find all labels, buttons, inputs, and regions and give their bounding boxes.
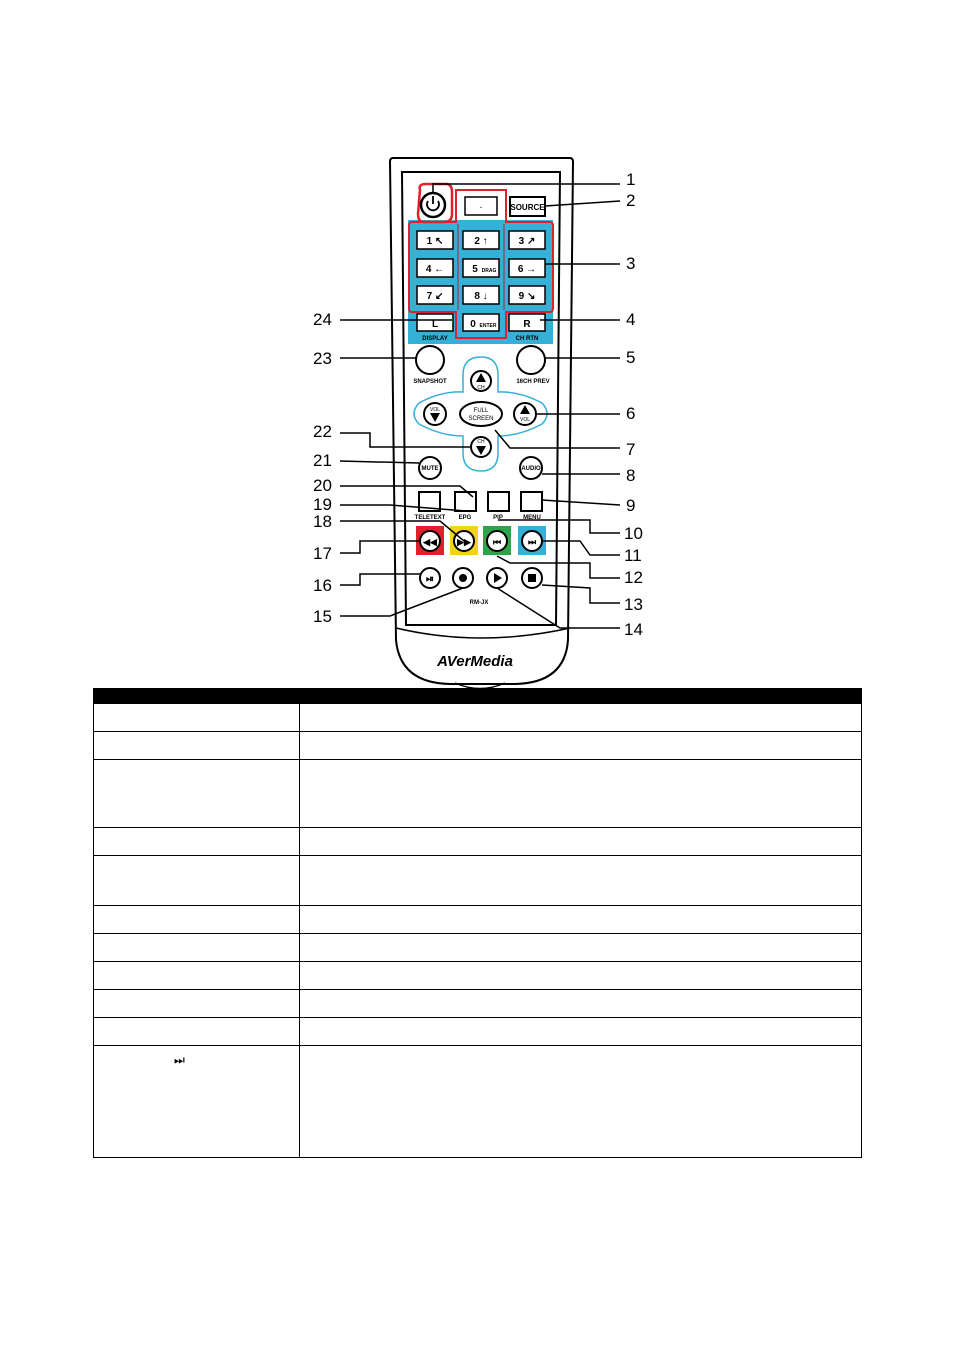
table-row <box>94 906 862 934</box>
16ch-prev-button[interactable] <box>517 346 545 374</box>
callout-number: 1 <box>626 170 636 189</box>
table-row <box>94 934 862 962</box>
callout-number: 20 <box>313 476 332 495</box>
key-0-label: 0 <box>470 319 476 330</box>
display-label: DISPLAY <box>422 336 448 342</box>
key-0-enter-label: ENTER <box>479 323 497 329</box>
table-cell-description <box>300 906 862 934</box>
pip-button[interactable] <box>488 492 509 511</box>
callout-number: 15 <box>313 607 332 626</box>
callout-number: 17 <box>313 544 332 563</box>
table-cell-description <box>300 1018 862 1046</box>
table-cell-description <box>300 856 862 906</box>
table-row <box>94 732 862 760</box>
table-row <box>94 856 862 906</box>
callout-number: 10 <box>624 524 643 543</box>
16ch-prev-label: 16CH PREV <box>516 379 550 385</box>
fast-forward-icon: ▶▶ <box>457 537 471 547</box>
next-icon: ⏭ <box>527 537 537 547</box>
ch-up-label: CH <box>477 385 485 391</box>
source-label: SOURCE <box>510 203 545 212</box>
callout-number: 8 <box>626 466 636 485</box>
mute-label: MUTE <box>421 466 439 472</box>
table-cell-name <box>94 1046 300 1158</box>
epg-button[interactable] <box>455 492 476 511</box>
key-7-label: 7 ↙ <box>426 291 444 302</box>
screen-label: SCREEN <box>468 416 494 422</box>
key-3-label: 3 ↗ <box>518 236 536 247</box>
key-9-label: 9 ↘ <box>518 291 536 302</box>
table-cell-name <box>94 732 300 760</box>
callout-number: 16 <box>313 576 332 595</box>
snapshot-label: SNAPSHOT <box>413 379 447 385</box>
model-label: RM-JX <box>469 600 489 606</box>
table-row <box>94 760 862 828</box>
brand-logo: AVerMedia <box>437 653 513 670</box>
table-row <box>94 1018 862 1046</box>
key-l-label: L <box>431 319 439 330</box>
callout-number: 9 <box>626 496 636 515</box>
ch-rtn-label: CH RTN <box>515 336 539 342</box>
function-table <box>93 688 862 1158</box>
dot-label: · <box>479 202 483 213</box>
table-cell-name <box>94 704 300 732</box>
callout-number: 6 <box>626 404 636 423</box>
ch-down-label: CH <box>477 439 485 445</box>
table-header-cell <box>300 689 862 704</box>
key-6-label: 6 → <box>517 264 537 275</box>
table-cell-description <box>300 828 862 856</box>
full-screen-button[interactable] <box>460 402 502 426</box>
vol-down-label: VOL <box>429 407 441 413</box>
callout-number: 13 <box>624 595 643 614</box>
table-header-cell <box>94 689 300 704</box>
table-cell-name <box>94 962 300 990</box>
key-5-drag-label: DRAG <box>481 268 497 274</box>
table-cell-name <box>94 1018 300 1046</box>
key-2-label: 2 ↑ <box>474 236 488 247</box>
stop-icon <box>528 574 536 582</box>
record-icon <box>459 574 467 582</box>
menu-button[interactable] <box>521 492 542 511</box>
callout-number: 3 <box>626 254 636 273</box>
table-row <box>94 828 862 856</box>
pip-label: PIP <box>493 515 503 521</box>
table-row <box>94 962 862 990</box>
epg-label: EPG <box>458 515 472 521</box>
audio-label: AUDIO <box>521 466 541 472</box>
callout-number: 22 <box>313 422 332 441</box>
table-row <box>94 990 862 1018</box>
table-cell-name <box>94 760 300 828</box>
key-8-label: 8 ↓ <box>474 291 488 302</box>
table-cell-name <box>94 856 300 906</box>
callout-number: 2 <box>626 191 636 210</box>
callout-number: 5 <box>626 348 636 367</box>
callout-number: 12 <box>624 568 643 587</box>
previous-icon: ⏮ <box>492 537 502 547</box>
teletext-label: TELETEXT <box>414 515 446 521</box>
key-4-label: 4 ← <box>425 264 445 275</box>
callout-number: 24 <box>313 310 332 329</box>
table-cell-description <box>300 962 862 990</box>
table-cell-description <box>300 934 862 962</box>
full-label: FULL <box>473 408 489 414</box>
table-cell-name <box>94 934 300 962</box>
play-pause-icon: ⏯ <box>426 574 434 585</box>
callout-number: 4 <box>626 310 636 329</box>
callout-number: 19 <box>313 495 332 514</box>
table-cell-description <box>300 704 862 732</box>
callout-number: 21 <box>313 451 332 470</box>
key-1-label: 1 ↖ <box>426 236 444 247</box>
table-cell-description <box>300 732 862 760</box>
table-cell-name <box>94 906 300 934</box>
table-cell-description <box>300 1046 862 1158</box>
table-cell-name <box>94 828 300 856</box>
table-header-row <box>94 689 862 704</box>
table-cell-description <box>300 760 862 828</box>
menu-label: MENU <box>523 515 541 521</box>
callout-number: 7 <box>626 440 636 459</box>
table-row <box>94 1046 862 1158</box>
table-cell-name <box>94 990 300 1018</box>
callout-number: 18 <box>313 512 332 531</box>
table-cell-description <box>300 990 862 1018</box>
callout-number: 14 <box>624 620 643 639</box>
next-track-icon: ⏭ <box>174 1053 185 1067</box>
callout-number: 11 <box>624 546 642 565</box>
rewind-icon: ◀◀ <box>423 537 437 547</box>
callout-number: 23 <box>313 349 332 368</box>
table-row <box>94 704 862 732</box>
key-5-label: 5 <box>472 264 478 275</box>
vol-up-label: VOL <box>519 417 531 423</box>
key-r-label: R <box>523 319 531 330</box>
snapshot-button[interactable] <box>416 346 444 374</box>
